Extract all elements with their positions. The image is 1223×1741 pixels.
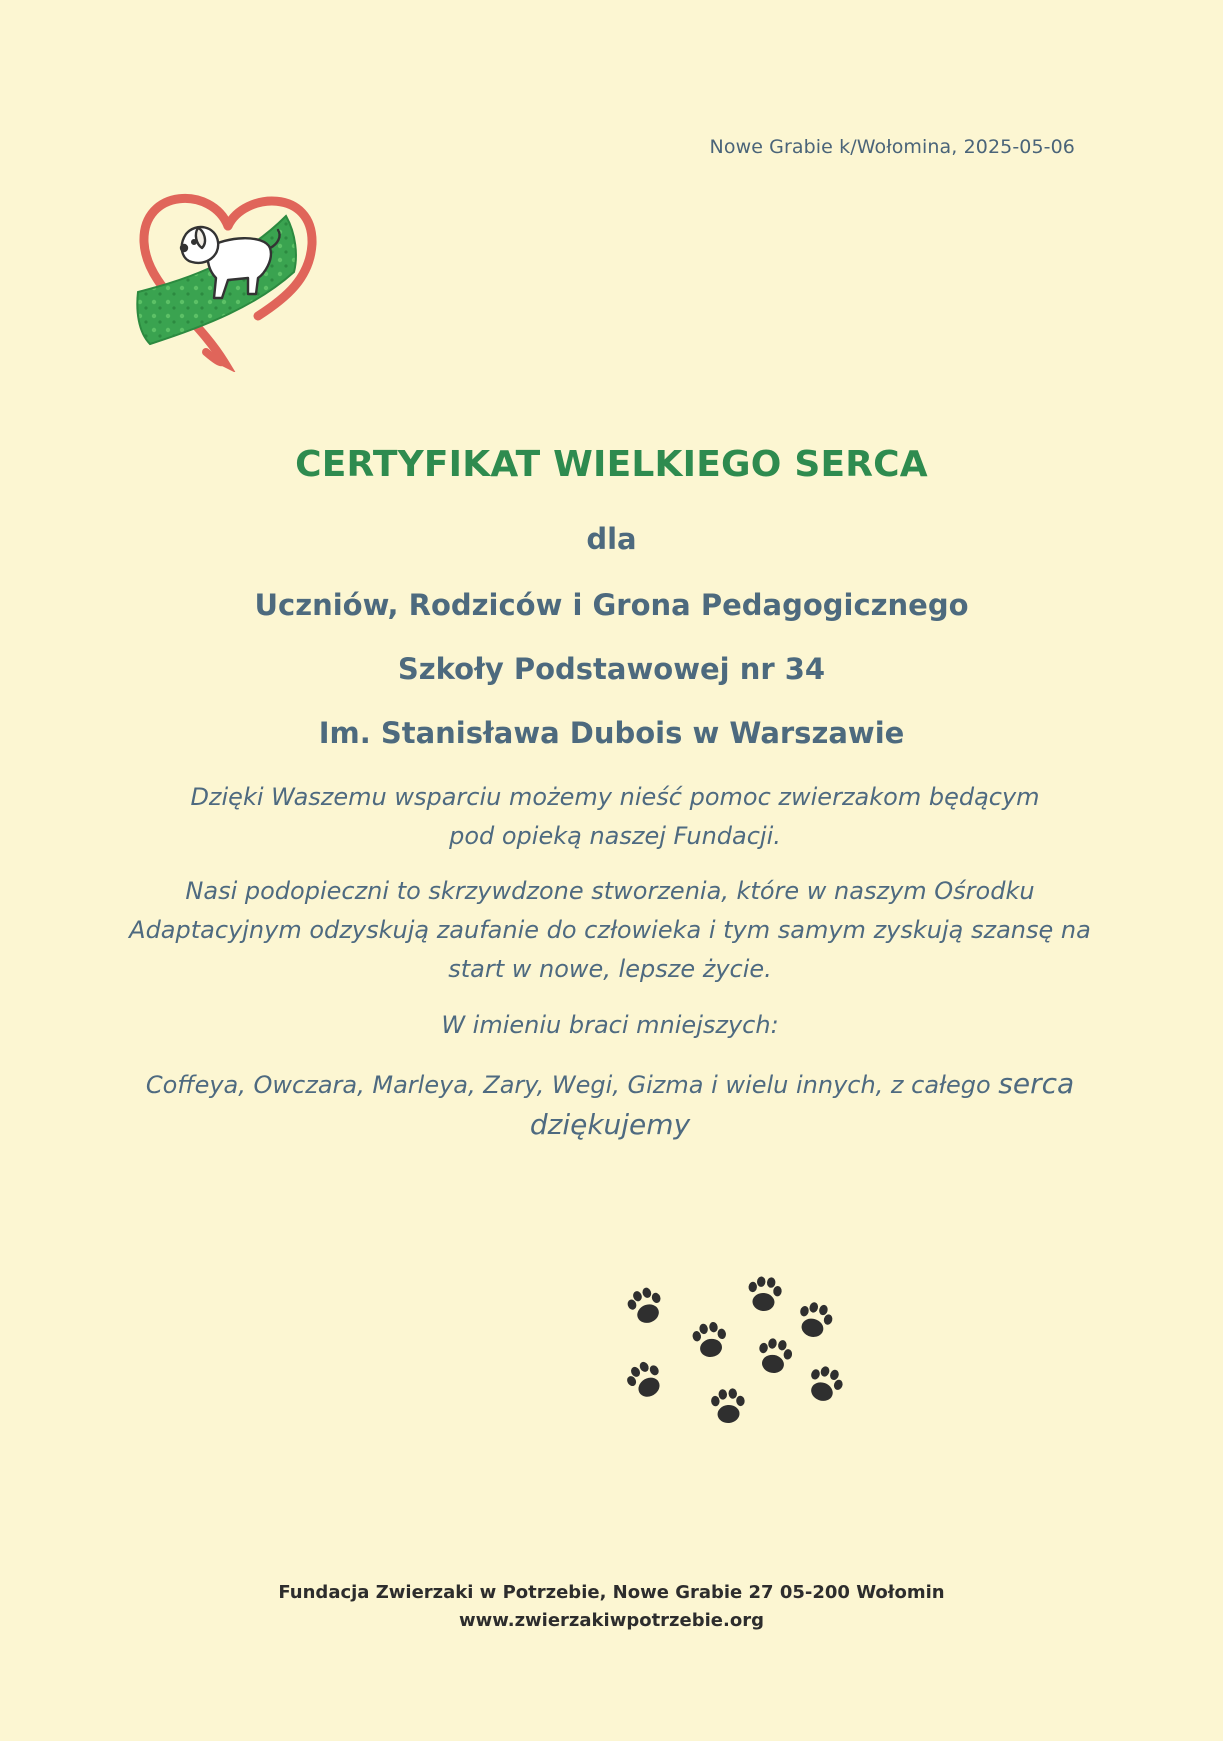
- paw-prints-icon: [618, 1270, 850, 1430]
- recipient-line-1: Uczniów, Rodziców i Grona Pedagogicznego: [254, 588, 969, 622]
- certificate-title: CERTYFIKAT WIELKIEGO SERCA: [295, 444, 928, 485]
- paragraph-animals: Nasi podopieczni to skrzywdzone stworzenia, które w naszym Ośrodku Adaptacyjnym odzyskują zaufanie do człowieka i tym samym zyskują szansę na start w nowe, lepsze życie.: [129, 877, 1091, 983]
- paragraph-support: Dzięki Waszemu wsparciu możemy nieść pomoc zwierzakom będącym pod opieką naszej Fundacji.: [190, 783, 1040, 850]
- heart-dog-logo-icon: [136, 186, 324, 372]
- paragraph-on-behalf: W imieniu braci mniejszych:: [441, 1011, 779, 1039]
- thanks-serca: serca: [998, 1067, 1075, 1100]
- recipient-line-3: Im. Stanisława Dubois w Warszawie: [318, 716, 905, 750]
- thanks-paragraph: [140, 1064, 1080, 1146]
- for-label: dla: [586, 522, 637, 556]
- footer-address: Fundacja Zwierzaki w Potrzebie, Nowe Grabie 27 05-200 Wołomin: [278, 1582, 945, 1603]
- thanks-names: Coffeya, Owczara, Marleya, Zary, Wegi, Gizma i wielu innych, z całego: [145, 1071, 991, 1099]
- thanks-final: dziękujemy: [529, 1108, 691, 1141]
- footer-website[interactable]: www.zwierzakiwpotrzebie.org: [459, 1610, 764, 1631]
- recipient-line-2: Szkoły Podstawowej nr 34: [397, 652, 826, 686]
- place-date: Nowe Grabie k/Wołomina, 2025-05-06: [709, 136, 1075, 158]
